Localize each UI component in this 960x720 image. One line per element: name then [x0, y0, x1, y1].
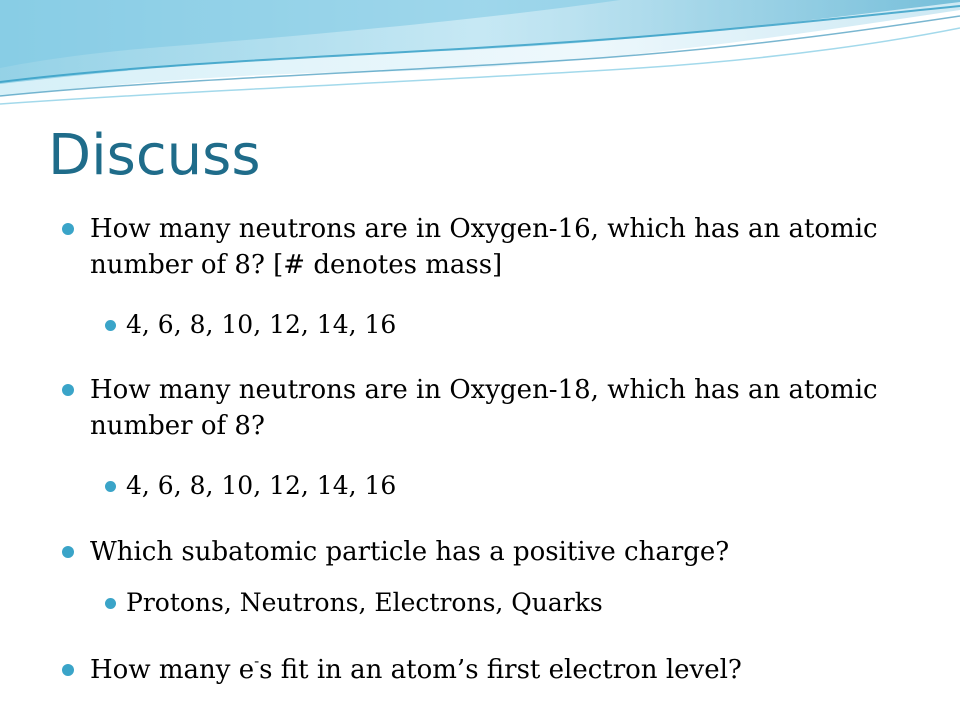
answer-options-1: 4, 6, 8, 10, 12, 14, 16 [126, 310, 397, 339]
bullet-icon [62, 223, 74, 235]
bullet-icon [62, 664, 74, 676]
header-wave-decoration [0, 0, 960, 110]
question-4 [90, 652, 930, 688]
sub-bullet-icon [105, 481, 116, 492]
sub-bullet-icon [105, 320, 116, 331]
bullet-icon [62, 384, 74, 396]
question-4-suffix: s fit in an atom’s first electron level? [259, 655, 742, 685]
answer-options-3: Protons, Neutrons, Electrons, Quarks [126, 588, 603, 617]
answer-options-2: 4, 6, 8, 10, 12, 14, 16 [126, 471, 397, 500]
question-4-prefix: How many e [90, 655, 255, 685]
question-2: How many neutrons are in Oxygen-18, which has an atomic number of 8? [90, 375, 878, 441]
question-4-superscript: - [254, 652, 260, 671]
question-3: Which subatomic particle has a positive charge? [90, 537, 730, 567]
question-1: How many neutrons are in Oxygen-16, which has an atomic number of 8? [# denotes mass] [90, 214, 878, 280]
slide-title: Discuss [48, 123, 261, 188]
bullet-icon [62, 546, 74, 558]
sub-bullet-icon [105, 598, 116, 609]
